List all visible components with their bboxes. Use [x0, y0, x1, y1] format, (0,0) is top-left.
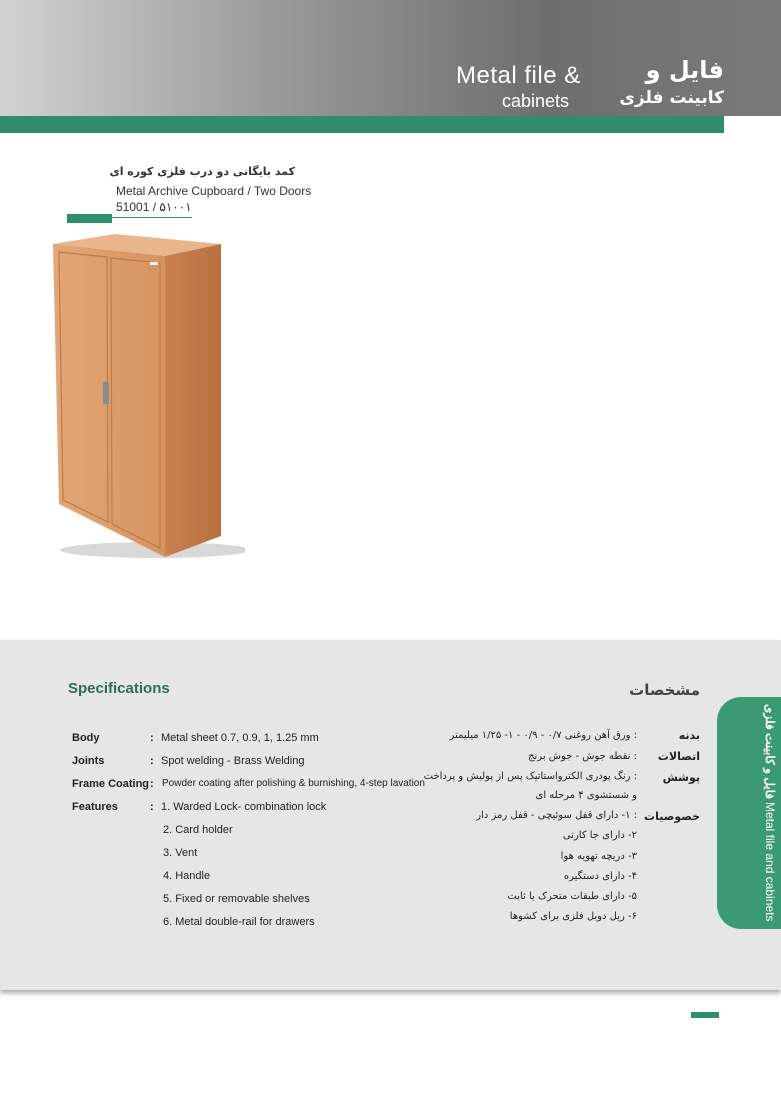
header-green-band [0, 116, 724, 133]
caption-underline [112, 217, 192, 218]
side-tab-fa: فایل و کابینت فلزی [763, 704, 777, 800]
spec-label: Body [72, 732, 100, 744]
side-tab-en: Metal file and cabinets [763, 802, 777, 922]
spec-value: 1. Warded Lock- combination lock [161, 801, 327, 813]
spec-label-fa: بدنه [678, 729, 700, 742]
spec-value-fa: ۴- دارای دستگیره [563, 871, 637, 882]
cabinet-card-holder [150, 262, 158, 265]
spec-colon: : [150, 755, 154, 767]
spec-value: Metal sheet 0.7, 0.9, 1, 1.25 mm [161, 732, 319, 744]
header-title-fa-line1: فایل و [645, 56, 724, 84]
header-title-en-line1: Metal file & [456, 62, 581, 89]
spec-label: Joints [72, 755, 105, 767]
spec-value-fa: ۶- ریل دوبل فلزی برای کشوها [509, 911, 637, 922]
cabinet-side [165, 244, 221, 557]
spec-value: Powder coating after polishing & burnishing, 4-step lavation [162, 778, 425, 789]
specifications-title-fa: مشخصات [629, 681, 700, 699]
feature-item: 3. Vent [163, 847, 198, 859]
cabinet-illustration [45, 232, 245, 562]
feature-item: 2. Card holder [163, 824, 233, 836]
spec-label: Features [72, 801, 118, 813]
spec-value-fa: : ۱- دارای قفل سوئیچی - قفل رمز دار [476, 810, 637, 821]
spec-colon: : [150, 732, 154, 744]
spec-label-fa: اتصالات [657, 750, 700, 763]
footer-accent-mark [691, 1012, 719, 1018]
spec-label: Frame Coating [72, 778, 150, 790]
spec-value-fa: : ورق آهن روغنی ۰/۷ - ۰/۹ - ۱- ۱/۲۵ میلیمتر [449, 730, 637, 741]
side-tab-label [733, 700, 777, 926]
product-name-en: Metal Archive Cupboard / Two Doors [116, 184, 312, 198]
header-title-fa-line2: کابینت فلزی [619, 88, 724, 108]
spec-colon: : [150, 801, 154, 813]
specifications-title-en: Specifications [68, 680, 170, 697]
product-name-fa: کمد بایگانی دو درب فلزی کوره ای [109, 165, 295, 178]
spec-value-fa: ۳- دریچه تهویه هوا [560, 851, 637, 862]
spec-value-fa: ۲- دارای جا کارتی [562, 830, 637, 841]
spec-value-fa: : نقطه جوش - جوش برنج [528, 751, 637, 762]
feature-item: 4. Handle [163, 870, 211, 882]
spec-value-fa: ۵- دارای طبقات متحرک یا ثابت [507, 891, 637, 902]
spec-label-fa: پوشش [662, 771, 700, 784]
product-code: 51001 / ۵۱۰۰۱ [116, 200, 192, 214]
header-title-en-line2: cabinets [502, 91, 570, 111]
spec-label-fa: خصوصیات [644, 810, 700, 823]
feature-item: 6. Metal double-rail for drawers [163, 916, 315, 928]
spec-colon: : [150, 778, 154, 790]
feature-item: 5. Fixed or removable shelves [163, 893, 310, 905]
cabinet-lock [103, 382, 109, 404]
spec-value-fa: : رنگ پودری الکترواستاتیک پس از پولیش و پرداخت [423, 771, 637, 782]
caption-accent-bar [67, 214, 112, 223]
spec-value-fa: و شستشوی ۴ مرحله ای [535, 790, 637, 801]
spec-value: Spot welding - Brass Welding [161, 755, 305, 767]
